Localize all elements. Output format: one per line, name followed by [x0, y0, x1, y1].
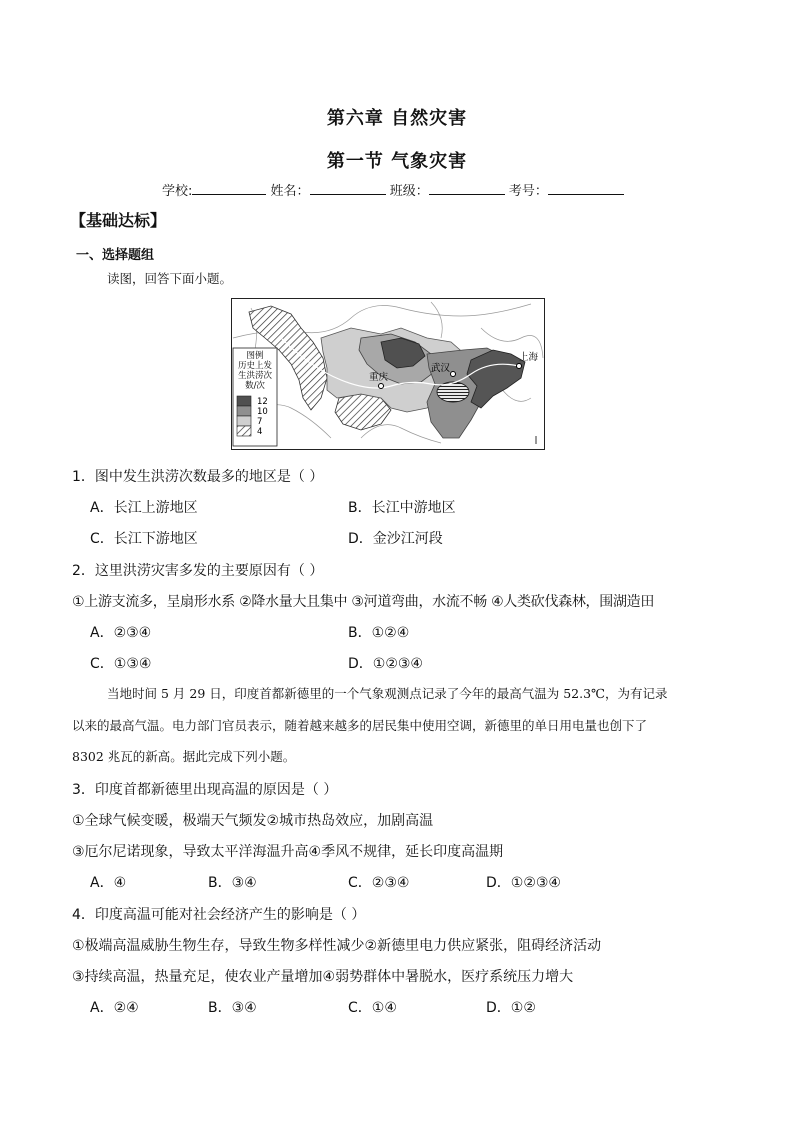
- q4-option-b[interactable]: B．③④: [208, 1000, 257, 1016]
- passage2-line2: 以来的最高气温。电力部门官员表示，随着越来越多的居民集中使用空调，新德里的单日用电量也创下了: [72, 718, 648, 733]
- q3-statement-1: ①全球气候变暖，极端天气频发②城市热岛效应，加剧高温: [72, 813, 434, 829]
- section-title: 第一节 气象灾害: [326, 151, 468, 172]
- class-field[interactable]: [429, 182, 505, 195]
- legend-title-2: 历史上发: [237, 361, 273, 371]
- wuhan-dot: [451, 372, 456, 377]
- legend-swatch-7: [237, 416, 251, 426]
- legend-value-12: 12: [257, 397, 268, 407]
- legend-value-10: 10: [257, 407, 268, 417]
- legend-swatch-12: [237, 396, 251, 406]
- map-legend: [233, 348, 277, 446]
- q4-statement-1: ①极端高温威胁生物生存，导致生物多样性减少②新德里电力供应紧张，阻碍经济活动: [72, 938, 602, 954]
- legend-title-4: 数/次: [245, 381, 265, 391]
- q3-statement-2: ③厄尔尼诺现象，导致太平洋海温升高④季风不规律，延长印度高温期: [72, 844, 504, 860]
- q1-option-d[interactable]: D．金沙江河段: [348, 531, 443, 547]
- school-field[interactable]: [192, 182, 266, 195]
- q4-option-a[interactable]: A．②④: [90, 1000, 139, 1016]
- passage2-line3: 8302 兆瓦的新高。据此完成下列小题。: [72, 749, 296, 764]
- q4-statement-2: ③持续高温，热量充足，使农业产量增加④弱势群体中暑脱水，医疗系统压力增大: [72, 969, 574, 985]
- school-label: 学校:: [162, 184, 193, 199]
- name-field[interactable]: [310, 182, 386, 195]
- info-line: [162, 180, 624, 199]
- intro-1: 读图，回答下面小题。: [107, 271, 233, 286]
- q2-option-b[interactable]: B．①②④: [348, 625, 410, 641]
- class-label: 班级：: [389, 184, 429, 199]
- q4-option-d[interactable]: D．①②: [486, 1000, 536, 1016]
- shanghai-label: 上海: [519, 352, 539, 363]
- name-label: 姓名：: [270, 184, 310, 199]
- q2-option-c[interactable]: C．①③④: [90, 656, 152, 672]
- legend-title-3: 生洪涝次: [237, 371, 273, 381]
- legend-value-4: 4: [257, 427, 263, 437]
- passage2-line1: 当地时间 5 月 29 日，印度首都新德里的一个气象观测点记录了今年的最高气温为 52.3℃，为有记录: [107, 686, 668, 701]
- shanghai-dot: [517, 364, 522, 369]
- q1-option-a[interactable]: A．长江上游地区: [90, 500, 198, 516]
- legend-swatch-4: [237, 426, 251, 436]
- legend-swatch-10: [237, 406, 251, 416]
- legend-value-7: 7: [257, 417, 263, 427]
- q4-stem: 4．印度高温可能对社会经济产生的影响是（ ）: [72, 907, 366, 923]
- yangtze-flood-map: [231, 298, 545, 450]
- q2-stem: 2．这里洪涝灾害多发的主要原因有（ ）: [72, 563, 324, 579]
- q1-stem: 1．图中发生洪涝次数最多的地区是（ ）: [72, 469, 324, 485]
- legend-title-1: 图例: [246, 351, 264, 361]
- heading-choice: 一、选择题组: [76, 248, 155, 263]
- chongqing-label: 重庆: [369, 372, 389, 383]
- q2-option-d[interactable]: D．①②③④: [348, 656, 423, 672]
- exam-number-label: 考号：: [508, 184, 548, 199]
- q4-option-c[interactable]: C．①④: [348, 1000, 397, 1016]
- heading-basic: 【基础达标】: [70, 211, 167, 230]
- q1-option-c[interactable]: C．长江下游地区: [90, 531, 198, 547]
- q2-option-a[interactable]: A．②③④: [90, 625, 152, 641]
- chapter-title: 第六章 自然灾害: [326, 108, 468, 129]
- q3-option-c[interactable]: C．②③④: [348, 875, 410, 891]
- q3-option-a[interactable]: A．④: [90, 875, 127, 891]
- wuhan-label: 武汉: [431, 363, 451, 374]
- exam-number-field[interactable]: [548, 182, 624, 195]
- q2-statement: ①上游支流多，呈扇形水系 ②降水量大且集中 ③河道弯曲，水流不畅 ④人类砍伐森林，围湖造田: [72, 594, 655, 610]
- q3-stem: 3．印度首都新德里出现高温的原因是（ ）: [72, 782, 338, 798]
- chongqing-dot: [379, 384, 384, 389]
- q1-option-b[interactable]: B．长江中游地区: [348, 500, 456, 516]
- q3-option-b[interactable]: B．③④: [208, 875, 257, 891]
- q3-option-d[interactable]: D．①②③④: [486, 875, 561, 891]
